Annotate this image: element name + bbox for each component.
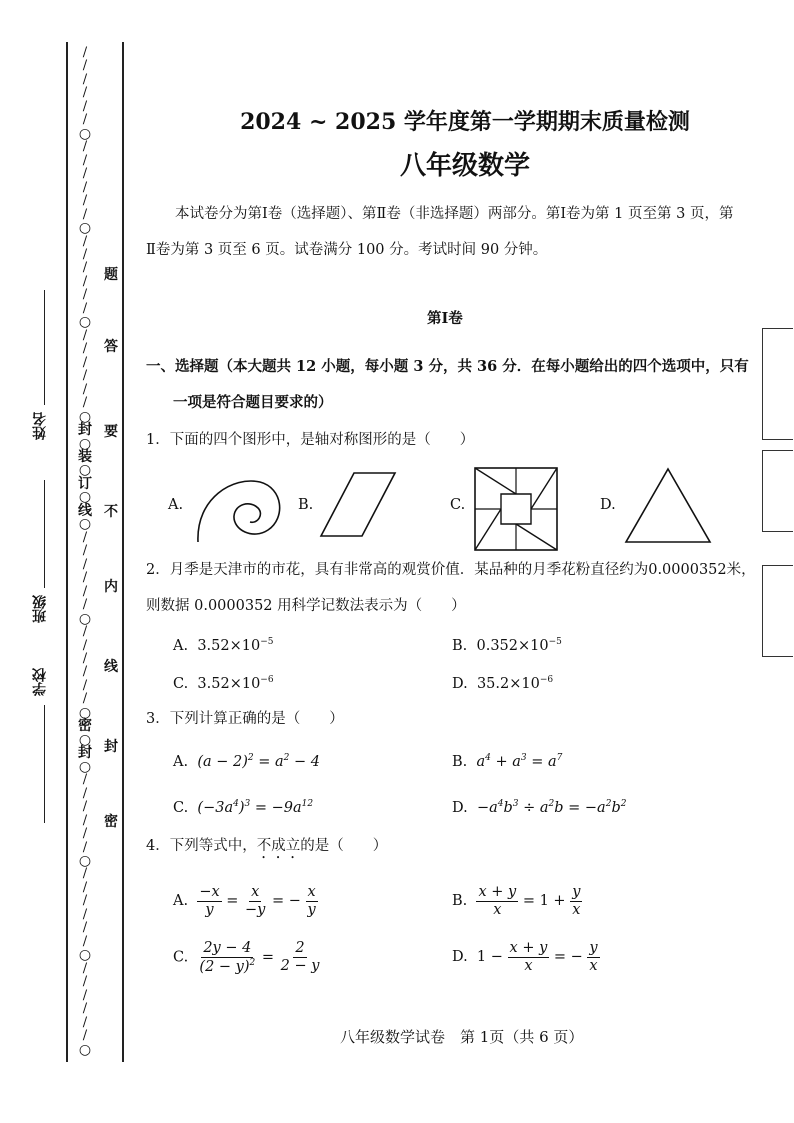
exam-title: 2024 ~ 2025 学年度第一学期期末质量检测 [240,109,690,135]
binding-char-mark: 封 [78,422,92,439]
edge-tab [762,450,793,532]
binding-slash-mark: / [82,193,88,209]
binding-circle-mark: ○ [78,408,92,425]
binding-circle-mark: ○ [78,462,92,479]
binding-slash-mark: / [82,826,88,842]
binding-slash-mark: / [82,1001,88,1017]
binding-slash-mark: / [82,368,88,384]
binding-slash-mark: / [82,637,88,653]
binding-slash-mark: / [82,354,88,370]
binding-circle-mark: ○ [78,314,92,331]
binding-slash-mark: / [82,206,88,222]
binding-slash-mark: / [82,327,88,343]
binding-slash-mark: / [82,166,88,182]
q4-emphasis: 不成立 [256,838,301,854]
warning-char: 线 [104,659,118,675]
q4-option-c: C. $\frac{2y - 4}{(2 - y)^2}$ = $\frac{2}{2 - y}$ [173,940,320,975]
intro-line-2: Ⅱ卷为第 3 页至 6 页。试卷满分 100 分。考试时间 90 分钟。 [146,242,548,258]
binding-marks [74,46,96,1056]
binding-slash-mark: / [82,287,88,303]
binding-circle-mark: ○ [78,610,92,627]
warning-char: 不 [104,504,118,520]
binding-slash-mark: / [82,58,88,74]
binding-slash-mark: / [82,71,88,87]
binding-circle-mark: ○ [78,947,92,964]
q1-option-d-triangle-figure [623,466,713,546]
binding-slash-mark: / [82,866,88,882]
section-heading-line-2: 一项是符合题目要求的） [173,394,333,411]
binding-slash-mark: / [82,772,88,788]
binding-circle-mark: ○ [78,489,92,506]
section-heading-line-1: 一、选择题（本大题共 12 小题，每小题 3 分，共 36 分．在每小题给出的四个选项中，只有 [146,358,749,375]
binding-slash-mark: / [82,300,88,316]
binding-slash-mark: / [82,920,88,936]
warning-char: 封 [104,739,118,755]
binding-slash-mark: / [82,179,88,195]
binding-slash-mark: / [82,624,88,640]
q1-option-c-pinwheel-square-figure [473,466,559,552]
q1-stem: 1．下面的四个图形中，是轴对称图形的是（ ） [146,432,475,448]
binding-circle-mark: ○ [78,220,92,237]
binding-slash-mark: / [82,139,88,155]
q1-option-c-label: C. [450,497,466,513]
class-field-line[interactable] [44,480,45,588]
binding-slash-mark: / [82,879,88,895]
binding-circle-mark: ○ [78,125,92,142]
name-field-label: 姓名 [32,412,48,440]
q2-option-a: A. $3.52\times 10^{-5}$ [173,637,274,654]
intro-line-1: 本试卷分为第Ⅰ卷（选择题）、第Ⅱ卷（非选择题）两部分。第Ⅰ卷为第 1 页至第 3 页，第 [175,206,734,222]
binding-line-left [66,42,68,1062]
binding-slash-mark: / [82,1014,88,1030]
binding-slash-mark: / [82,906,88,922]
binding-slash-mark: / [82,98,88,114]
q3-stem: 3．下列计算正确的是（ ） [146,711,344,727]
q4-option-a: A. $\frac{-x}{y}$ = $\frac{x}{-y}$ = − $\frac{x}{y}$ [173,884,316,918]
binding-slash-mark: / [82,974,88,990]
warning-char: 题 [104,267,118,283]
binding-slash-mark: / [82,597,88,613]
binding-slash-mark: / [82,152,88,168]
binding-circle-mark: ○ [78,853,92,869]
edge-tab [762,328,793,440]
q3-option-d: D. $-a^4b^3 \div a^2b = -a^2b^2$ [452,799,627,816]
binding-slash-mark: / [82,341,88,357]
binding-slash-mark: / [82,677,88,693]
q1-option-d-label: D. [600,497,616,513]
binding-slash-mark: / [82,381,88,397]
binding-slash-mark: / [82,260,88,276]
binding-char-mark: 装 [78,449,92,465]
binding-slash-mark: / [82,987,88,1003]
page-footer: 八年级数学试卷 第 1页（共 6 页） [340,1028,584,1046]
binding-slash-mark: / [82,247,88,262]
binding-slash-mark: / [82,960,88,976]
q2-option-b: B. $0.352\times 10^{-5}$ [452,637,562,654]
binding-slash-mark: / [82,1028,88,1044]
school-field-line[interactable] [44,705,45,823]
binding-slash-mark: / [82,583,88,599]
binding-circle-mark: ○ [78,435,92,452]
class-field-label: 班级 [32,595,48,623]
section-label: 第Ⅰ卷 [427,310,463,327]
q2-stem-line-1: 2．月季是天津市的市花，具有非常高的观赏价值．某品种的月季花粉直径约为0.0000352米， [146,562,756,578]
binding-slash-mark: / [82,691,88,707]
binding-slash-mark: / [82,273,88,289]
binding-slash-mark: / [82,85,88,101]
binding-circle-mark: ○ [78,704,92,721]
binding-slash-mark: / [82,45,88,60]
binding-slash-mark: / [82,529,88,545]
binding-char-mark: 订 [78,475,92,492]
q4-option-b: B. $\frac{x + y}{x}$ = 1 + $\frac{y}{x}$ [452,884,581,918]
school-field-label: 学校 [32,668,48,696]
q4-option-d: D. 1 − $\frac{x + y}{x}$ = − $\frac{y}{x}$ [452,940,598,974]
binding-slash-mark: / [82,112,88,128]
binding-slash-mark: / [82,651,88,666]
q2-option-d: D. $35.2\times 10^{-6}$ [452,675,554,692]
binding-slash-mark: / [82,785,88,801]
q2-stem-line-2: 则数据 0.0000352 用科学记数法表示为（ ） [146,598,466,614]
binding-char-mark: 线 [78,502,92,519]
warning-char: 密 [104,814,118,830]
binding-char-mark: 密 [78,718,92,735]
warning-char: 内 [104,579,118,595]
binding-line-right [122,42,124,1062]
binding-slash-mark: / [82,812,88,828]
exam-subject: 八年级数学 [399,151,530,181]
binding-slash-mark: / [82,543,88,559]
warning-char: 要 [104,424,118,440]
binding-slash-mark: / [82,556,88,572]
binding-circle-mark: ○ [78,516,92,533]
q2-option-c: C. $3.52\times 10^{-6}$ [173,675,274,692]
q3-option-b: B. $a^4 + a^3 = a^7$ [452,753,563,770]
q4-stem: 4．下列等式中，不成立的是（ ） [146,838,388,854]
binding-circle-mark: ○ [78,758,92,775]
q1-option-a-spiral-figure [188,468,288,548]
binding-circle-mark: ○ [78,731,92,748]
name-field-line[interactable] [44,290,45,405]
binding-circle-mark: ○ [78,1041,92,1058]
warning-char: 答 [104,339,118,355]
binding-slash-mark: / [82,839,88,855]
binding-slash-mark: / [82,933,88,949]
q3-option-c: C. $(-3a^4)^3 = -9a^{12}$ [173,799,314,816]
q3-option-a: A. $(a - 2)^2 = a^2 - 4$ [173,753,320,770]
binding-slash-mark: / [82,395,88,411]
binding-slash-mark: / [82,664,88,680]
binding-slash-mark: / [82,893,88,909]
edge-tab [762,565,793,657]
binding-slash-mark: / [82,233,88,249]
q1-option-a-label: A. [168,497,184,513]
binding-slash-mark: / [82,799,88,815]
q1-option-b-label: B. [298,497,314,513]
binding-char-mark: 封 [78,745,92,762]
binding-slash-mark: / [82,570,88,586]
q1-option-b-parallelogram-figure [318,470,398,540]
